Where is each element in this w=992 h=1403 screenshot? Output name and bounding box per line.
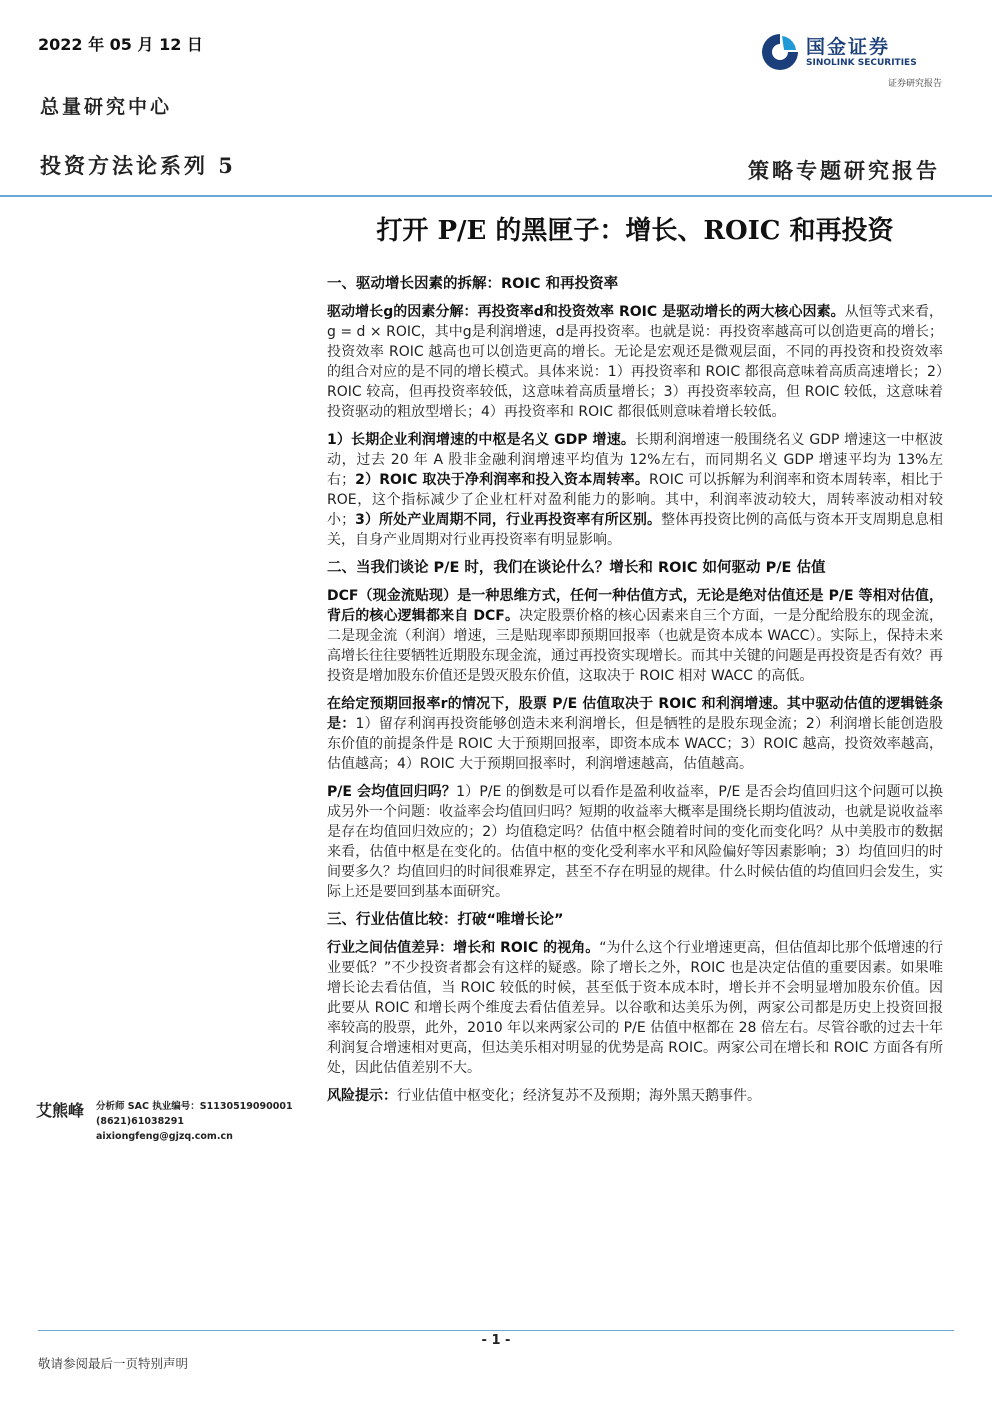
- sinolink-logo-icon: [758, 30, 802, 74]
- paragraph-lead: 1）长期企业利润增速的中枢是名义 GDP 增速。: [327, 432, 636, 448]
- paragraph-lead: 行业之间估值差异：增长和 ROIC 的视角。: [327, 940, 600, 956]
- page-number: - 1 -: [481, 1333, 511, 1348]
- report-date: 2022 年 05 月 12 日: [38, 35, 203, 54]
- paragraph-text: 1）留存利润再投资能够创造未来利润增长，但是牺牲的是股东现金流；2）利润增长能创造股东价值的前提条件是 ROIC 大于预期回报率，即资本成本 WACC；3）ROIC 越高，投资效率越高，估值越高；4）ROIC 大于预期回报率时，利润增速越高，估值越高。: [327, 716, 944, 772]
- footer-divider: [38, 1330, 954, 1331]
- analyst-sac-number: 分析师 SAC 执业编号：S1130519090001: [96, 1101, 293, 1112]
- analyst-phone: (8621)61038291: [96, 1116, 185, 1127]
- section-heading-2: 二、当我们谈论 P/E 时，我们在谈论什么？增长和 ROIC 如何驱动 P/E 估值: [327, 560, 826, 576]
- risk-warning: [327, 1086, 943, 1106]
- logo-subtitle: 证券研究报告: [887, 79, 942, 89]
- report-body: [327, 272, 943, 1114]
- header-divider: [0, 195, 992, 197]
- paragraph-text: 1）P/E 的倒数是可以看作是盈利收益率，P/E 是否会均值回归这个问题可以换成另外一个问题：收益率会均值回归吗？短期的收益率大概率是围绕长期均值波动，也就是说收益率是存在均值回归效应的；2）均值稳定吗？估值中枢会随着时间的变化而变化吗？从中美股市的数据来看，估值中枢是在变化的。估值中枢的变化受利率水平和风险偏好等因素影响；3）均值回归的时间要多久？均值回归的时间很难界定，甚至不存在明显的规律。什么时候估值的均值回归会发生，实际上还是要回到基本面研究。: [327, 784, 943, 900]
- paragraph-lead: 2）ROIC 取决于净利润率和投入资本周转率。: [355, 472, 650, 488]
- analyst-info: [96, 1099, 293, 1144]
- risk-warning-text: 行业估值中枢变化；经济复苏不及预期；海外黑天鹅事件。: [397, 1088, 761, 1104]
- paragraph-text: 从恒等式来看，g = d × ROIC，其中g是利润增速，d是再投资率。也就是说：再投资率越高可以创造更高的增长；投资效率 ROIC 越高也可以创造更高的增长。无论是宏观还是微观层面，不同的再投资和投资效率的组合对应的是不同的增长模式。具体来说：1）再投资率和 ROIC 都很高意味着高质高速增长；2）ROIC 较高，但再投资率较低，这意味着高质量增长；3）再投资率较高，但 ROIC 较低，这意味着投资驱动的粗放型增长；4）再投资率和 ROIC 都很低则意味着增长较低。: [327, 304, 943, 420]
- paragraph-text: “为什么这个行业增速更高，但估值却比那个低增速的行业要低？”不少投资者都会有这样的疑惑。除了增长之外，ROIC 也是决定估值的重要因素。如果唯增长论去看估值，当 ROIC 较低的时候，甚至低于资本成本时，增长并不会明显增加股东价值。因此要从 ROIC 和增长两个维度去看估值差异。以谷歌和达美乐为例，两家公司都是历史上投资回报率较高的股票，此外，2010 年以来两家公司的 P/E 估值中枢都在 28 倍左右。尽管谷歌的过去十年利润复合增速相对更高，但达美乐相对明显的优势是高 ROIC。两家公司在增长和 ROIC 方面各有所处，因此估值差别不大。: [327, 940, 943, 1076]
- analyst-email[interactable]: aixiongfeng@gjzq.com.cn: [96, 1131, 233, 1142]
- paragraph-lead: P/E 会均值回归吗？: [327, 784, 457, 800]
- paragraph-text: 整体再投资比例的高低与资本开支周期息息相关，自身产业周期对行业再投资率有明显影响。: [327, 512, 943, 548]
- paragraph-text: 决定股票价格的核心因素来自三个方面，一是分配给股东的现金流，二是现金流（利润）增速，三是贴现率即预期回报率（也就是资本成本 WACC）。实际上，保持未来高增长往往要牺牲近期股东现金流，通过再投资实现增长。而其中关键的问题是再投资是否有效？再投资是增加股东价值还是毁灭股东价值，这取决于 ROIC 相对 WACC 的高低。: [327, 608, 943, 684]
- logo-chinese-name: 国金证券: [806, 36, 891, 58]
- section-heading-3: 三、行业估值比较：打破“唯增长论”: [327, 912, 564, 928]
- paragraph: [327, 302, 943, 422]
- paragraph: [327, 938, 943, 1078]
- disclaimer-note: 敬请参阅最后一页特别声明: [38, 1356, 189, 1371]
- paragraph-lead: DCF（现金流贴现）是一种思维方式，任何一种估值方式，无论是绝对估值还是 P/E 等相对估值，背后的核心逻辑都来自 DCF。: [327, 588, 943, 624]
- paragraph-lead: 在给定预期回报率r的情况下，股票 P/E 估值取决于 ROIC 和利润增速。其中驱动估值的逻辑链条是：: [327, 696, 943, 732]
- section-heading-1: 一、驱动增长因素的拆解：ROIC 和再投资率: [327, 276, 619, 292]
- logo-english-name: SINOLINK SECURITIES: [806, 58, 917, 68]
- report-title: 打开 P/E 的黑匣子：增长、ROIC 和再投资: [376, 216, 894, 246]
- research-center-name: 总量研究中心: [40, 96, 173, 118]
- sinolink-logo: [758, 30, 948, 92]
- series-title: 投资方法论系列 5: [40, 153, 236, 178]
- report-type: 策略专题研究报告: [748, 158, 940, 183]
- paragraph-text: 长期利润增速一般围绕名义 GDP 增速这一中枢波动，过去 20 年 A 股非金融利润增速平均值为 12%左右，而同期名义 GDP 增速平均为 13%左右；: [327, 432, 943, 488]
- paragraph: [327, 782, 943, 902]
- paragraph: [327, 430, 943, 550]
- paragraph-lead: 3）所处产业周期不同，行业再投资率有所区别。: [355, 512, 662, 528]
- paragraph: [327, 586, 943, 686]
- risk-warning-label: 风险提示：: [327, 1088, 397, 1104]
- paragraph: [327, 694, 943, 774]
- paragraph-lead: 驱动增长g的因素分解：再投资率d和投资效率 ROIC 是驱动增长的两大核心因素。: [327, 304, 845, 320]
- paragraph-text: ROIC 可以拆解为利润率和资本周转率，相比于 ROE，这个指标减少了企业杠杆对盈利能力的影响。其中，利润率波动较大，周转率波动相对较小；: [327, 472, 944, 528]
- analyst-name: 艾熊峰: [36, 1101, 85, 1120]
